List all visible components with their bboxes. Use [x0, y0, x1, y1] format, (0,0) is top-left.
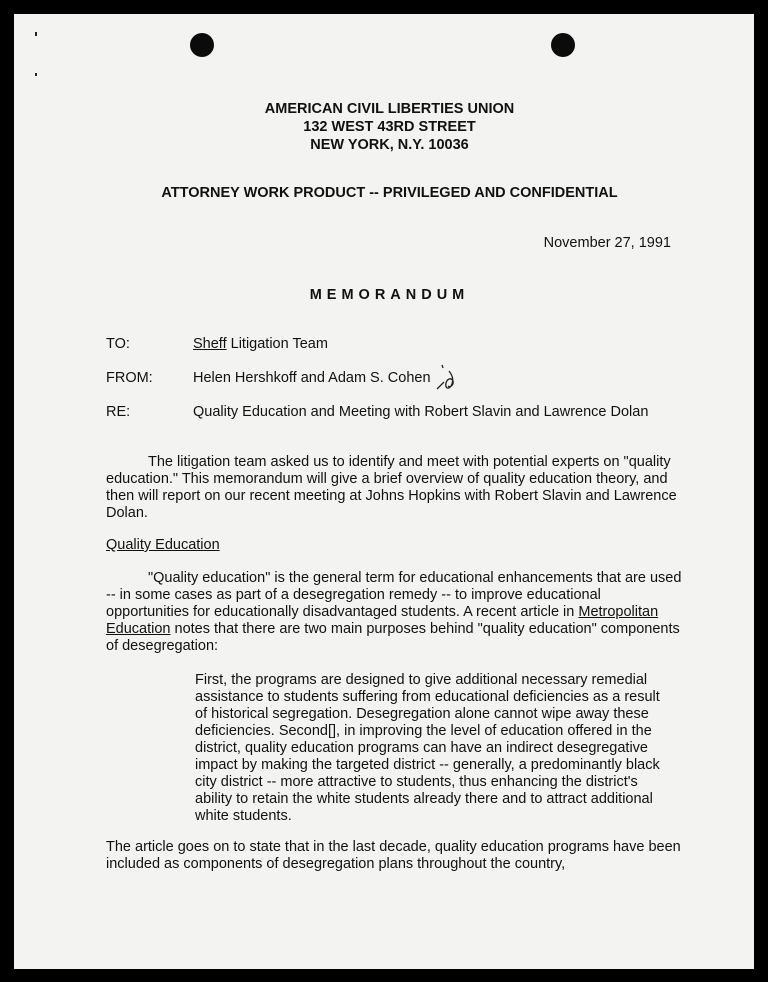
re-value: Quality Education and Meeting with Robert Slavin and Lawrence Dolan: [193, 404, 649, 420]
handwritten-initials: [432, 362, 462, 396]
confidentiality-notice: ATTORNEY WORK PRODUCT -- PRIVILEGED AND CONFIDENTIAL: [161, 185, 618, 201]
closing-paragraph: The article goes on to state that in the last decade, quality education programs have been included as components of desegregation plans throughout the country,: [106, 839, 681, 872]
re-label: RE:: [106, 404, 131, 420]
to-value: [193, 336, 328, 352]
letterhead: [14, 100, 754, 154]
body-text-before: "Quality education" is the general term for educational enhancements that are used -- in some cases as part of a desegregation remedy -- to improve educational opportunities for educationally disadvantaged students. A recent article in: [106, 570, 682, 620]
case-name: Sheff: [193, 336, 227, 352]
publication-title: Metropolitan Education: [106, 604, 659, 637]
scan-speck: [35, 32, 37, 36]
punch-hole-right: [551, 33, 575, 57]
to-recipient: Litigation Team: [226, 336, 328, 352]
body-text-after: notes that there are two main purposes behind "quality education" components of desegregation:: [106, 621, 680, 654]
body-paragraph: [106, 570, 686, 655]
section-heading: Quality Education: [106, 537, 220, 553]
document-page: [14, 14, 754, 969]
from-label: FROM:: [106, 370, 153, 386]
intro-paragraph: The litigation team asked us to identify and meet with potential experts on "quality education." This memorandum will give a brief overview of quality education theory, and then will report on our recent meeting at Johns Hopkins with Robert Slavin and Lawrence Dolan.: [106, 454, 677, 521]
letterhead-city: NEW YORK, N.Y. 10036: [310, 137, 469, 153]
letterhead-org: AMERICAN CIVIL LIBERTIES UNION: [264, 101, 515, 117]
punch-hole-left: [190, 33, 214, 57]
memo-date: November 27, 1991: [543, 235, 671, 251]
memo-title: MEMORANDUM: [309, 287, 470, 303]
from-value: Helen Hershkoff and Adam S. Cohen: [193, 370, 431, 386]
to-label: TO:: [106, 336, 130, 352]
letterhead-street: 132 WEST 43RD STREET: [303, 119, 476, 135]
block-quote: First, the programs are designed to give additional necessary remedial assistance to students suffering from educational deficiencies as a result of historical segregation. Desegregation alone cannot wipe away these deficiencies. Second[], in improving the level of education offered in the district, quality education programs can have an indirect desegregative impact by making the targeted district -- generally, a predominantly black city district -- more attractive to students, thus enhancing the district's ability to retain the white students already there and to attract additional white students.: [195, 672, 660, 824]
scan-speck: [35, 73, 37, 76]
